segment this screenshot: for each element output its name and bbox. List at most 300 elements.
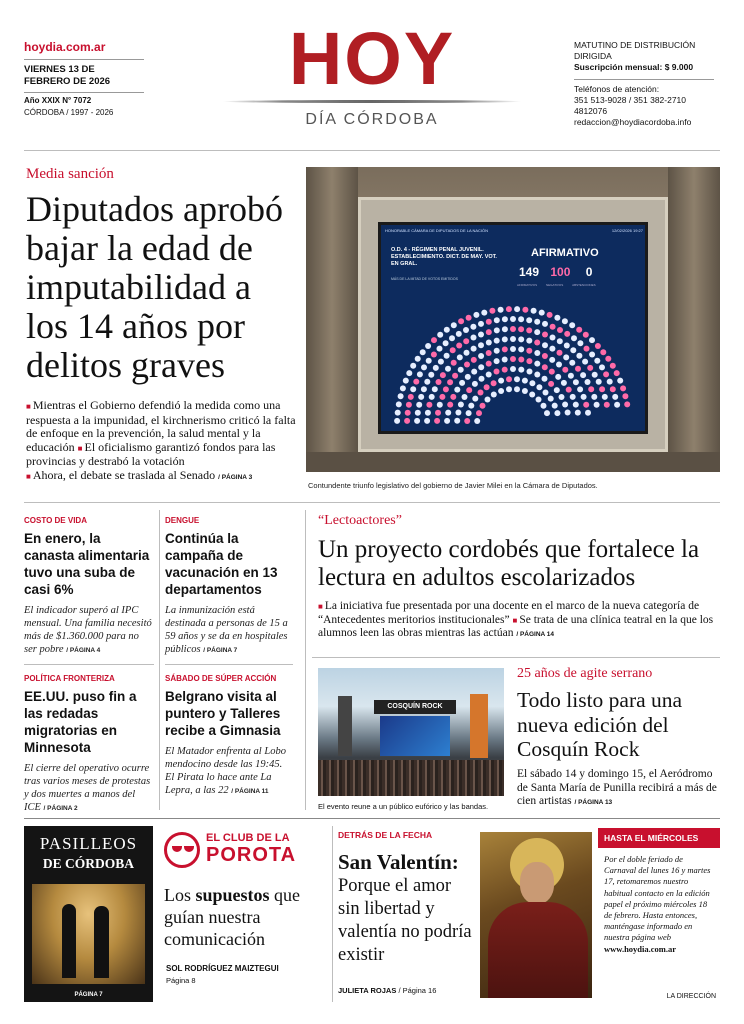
- col2b-story: [165, 674, 293, 798]
- seat: [454, 418, 460, 424]
- seat: [622, 393, 628, 399]
- seat: [478, 364, 484, 370]
- porota-brand[interactable]: [158, 826, 328, 870]
- seat: [417, 371, 423, 377]
- seat: [435, 410, 441, 416]
- seat: [570, 347, 576, 353]
- phones-label: Teléfonos de atención:: [574, 84, 660, 94]
- seat: [600, 349, 606, 355]
- seat: [394, 418, 400, 424]
- seat: [502, 326, 508, 332]
- stage-tower-left: [338, 696, 352, 756]
- seat: [562, 318, 568, 324]
- seat: [478, 321, 484, 327]
- seat: [534, 319, 540, 325]
- seat: [426, 402, 432, 408]
- seat: [548, 381, 554, 387]
- seat: [612, 394, 618, 400]
- seat: [484, 384, 490, 390]
- seat: [494, 358, 500, 364]
- seat: [502, 357, 508, 363]
- seat: [603, 371, 609, 377]
- seat: [466, 315, 472, 321]
- phones[interactable]: 351 513-9028 / 351 382-2710: [574, 95, 687, 105]
- cosquin-photo[interactable]: [318, 668, 504, 796]
- seat: [542, 332, 548, 338]
- seat: [526, 358, 532, 364]
- seat: [464, 362, 470, 368]
- valentin-headline[interactable]: San Valentín:: [338, 850, 459, 874]
- seat: [585, 410, 591, 416]
- masthead-left: [24, 40, 144, 117]
- seat: [415, 356, 421, 362]
- logo: [222, 17, 522, 129]
- seat: [478, 332, 484, 338]
- hemicycle: [381, 287, 645, 437]
- issue-number: Año XXIX N° 7072: [24, 96, 92, 105]
- seat: [577, 386, 583, 392]
- seat: [542, 376, 548, 382]
- seat: [559, 394, 565, 400]
- seat: [450, 347, 456, 353]
- lead-bullet-3: ■ Ahora, el debate se traslada al Senado: [26, 468, 215, 482]
- seat: [514, 386, 520, 392]
- seat: [502, 336, 508, 342]
- seat: [466, 410, 472, 416]
- seat: [577, 340, 583, 346]
- seat: [491, 392, 497, 398]
- seat: [432, 386, 438, 392]
- notice-header: HASTA EL MIÉRCOLES: [598, 828, 720, 848]
- seat: [539, 310, 545, 316]
- seat: [405, 410, 411, 416]
- seat: [414, 418, 420, 424]
- col1b-story: [24, 674, 154, 815]
- seat: [502, 367, 508, 373]
- seat: [556, 362, 562, 368]
- seat: [486, 329, 492, 335]
- seat: [581, 394, 587, 400]
- seat: [425, 410, 431, 416]
- seat: [518, 357, 524, 363]
- porota-page[interactable]: Página 8: [166, 976, 196, 985]
- seat: [549, 346, 555, 352]
- cosquin-headline[interactable]: Todo listo para una nueva edición del Cosquín Rock: [517, 688, 683, 761]
- vote-screen: [378, 222, 648, 434]
- porota-headline[interactable]: [164, 884, 324, 950]
- seat: [498, 388, 504, 394]
- col1a-body: El indicador superó al IPC mensual. Una familia necesitó más de $1.360.000 para no ser pobre: [24, 605, 152, 655]
- seat: [396, 401, 402, 407]
- seat: [481, 310, 487, 316]
- valentin-page[interactable]: / Página 16: [398, 986, 437, 995]
- seat: [614, 370, 620, 376]
- cosquin-kicker: 25 años de agite serrano: [517, 666, 653, 681]
- logo-subtitle: DÍA CÓRDOBA: [305, 111, 439, 128]
- seat: [506, 306, 512, 312]
- saint-robe: [488, 902, 588, 998]
- screen-no: 100: [550, 265, 571, 279]
- seat: [494, 327, 500, 333]
- seat: [529, 392, 535, 398]
- seat: [437, 332, 443, 338]
- col1b-page-ref[interactable]: / PÁGINA 2: [43, 805, 78, 812]
- seat: [562, 367, 568, 373]
- seat: [464, 418, 470, 424]
- seat: [543, 390, 549, 396]
- seat: [620, 385, 626, 391]
- seat: [472, 381, 478, 387]
- cosquin-caption: El evento reune a un público eufórico y las bandas.: [318, 802, 489, 811]
- seat: [494, 338, 500, 344]
- seat: [486, 361, 492, 367]
- crowd: [318, 760, 504, 796]
- seat: [438, 359, 444, 365]
- seat: [604, 402, 610, 408]
- col2b-headline[interactable]: Belgrano visita al puntero y Talleres recibe a Gimnasia: [165, 689, 281, 738]
- seat: [478, 390, 484, 396]
- col2a-page-ref[interactable]: / PÁGINA 7: [203, 647, 238, 654]
- seat: [473, 312, 479, 318]
- seat: [607, 379, 613, 385]
- seat: [510, 356, 516, 362]
- seat: [398, 393, 404, 399]
- seat: [471, 335, 477, 341]
- seat: [444, 327, 450, 333]
- email[interactable]: redaccion@hoydiacordoba.info: [574, 117, 692, 127]
- seat: [463, 338, 469, 344]
- seat: [554, 410, 560, 416]
- valentin-subhead[interactable]: Porque el amor sin libertad y valentía no podría existir: [338, 876, 472, 965]
- col2b-kicker: SÁBADO DE SÚPER ACCIÓN: [165, 674, 277, 683]
- notice-box: [598, 828, 720, 1002]
- pasilleos-image: [32, 884, 145, 984]
- seat: [557, 350, 563, 356]
- seat: [583, 402, 589, 408]
- seat: [569, 322, 575, 328]
- seat: [498, 378, 504, 384]
- seat: [542, 364, 548, 370]
- seat: [617, 378, 623, 384]
- seat: [526, 317, 532, 323]
- lecto-page-ref[interactable]: / PÁGINA 14: [516, 631, 555, 638]
- col2b-page-ref[interactable]: / PÁGINA 11: [231, 788, 269, 795]
- col1a-headline[interactable]: En enero, la canasta alimentaria tuvo una suba de casi 6%: [24, 531, 150, 597]
- seat: [575, 366, 581, 372]
- screen-abst: 0: [585, 265, 593, 279]
- site-url[interactable]: hoydia.com.ar: [24, 40, 106, 54]
- porota-headline-pre: Los: [164, 885, 196, 905]
- photo-floor: [306, 452, 720, 472]
- seat: [445, 366, 451, 372]
- col1a-story: [24, 516, 154, 657]
- figure-left: [62, 904, 76, 978]
- seat: [518, 336, 524, 342]
- seat: [458, 367, 464, 373]
- seat: [534, 329, 540, 335]
- seat: [444, 418, 450, 424]
- seat: [439, 394, 445, 400]
- seat: [599, 386, 605, 392]
- seat: [514, 306, 520, 312]
- screen-header-right: 12/02/2026 19:27: [611, 228, 643, 233]
- seat: [518, 367, 524, 373]
- seat: [510, 346, 516, 352]
- col1b-body: El cierre del operativo ocurre tras varios meses de protestas y dos muertes a manos del ICE: [24, 763, 151, 813]
- notice-sign: LA DIRECCIÓN: [666, 993, 716, 1000]
- seat: [447, 402, 453, 408]
- seat: [494, 348, 500, 354]
- seat: [456, 331, 462, 337]
- pasilleos-title-2: DE CÓRDOBA: [42, 856, 135, 871]
- seat: [476, 410, 482, 416]
- seat: [454, 387, 460, 393]
- seat: [549, 357, 555, 363]
- lead-page-ref[interactable]: / PÁGINA 3: [218, 473, 253, 481]
- seat: [480, 403, 486, 409]
- subscription: Suscripción mensual: $ 9.000: [574, 62, 694, 72]
- seat: [451, 322, 457, 328]
- seat: [463, 327, 469, 333]
- distribution: MATUTINO DE DISTRIBUCIÓN DIRIGIDA: [574, 40, 696, 61]
- seat: [576, 353, 582, 359]
- seat: [434, 418, 440, 424]
- seat: [589, 337, 595, 343]
- seat: [450, 394, 456, 400]
- seat: [424, 418, 430, 424]
- seat: [486, 372, 492, 378]
- seat: [452, 373, 458, 379]
- seat: [510, 316, 516, 322]
- seat: [471, 357, 477, 363]
- lecto-kicker: “Lectoactores”: [318, 513, 402, 528]
- seat: [534, 340, 540, 346]
- lead-bullet-2: ■ El oficialismo garantizó fondos para las provincias y destrabó la votación: [26, 440, 275, 469]
- valentin-kicker: DETRÁS DE LA FECHA: [338, 830, 433, 840]
- stage-sign: COSQUÍN ROCK: [387, 703, 443, 710]
- lead-caption: Contundente triunfo legislativo del gobierno de Javier Milei en la Cámara de Diputados.: [308, 481, 598, 490]
- seat: [486, 319, 492, 325]
- seat: [431, 352, 437, 358]
- seat: [510, 366, 516, 372]
- seat: [522, 388, 528, 394]
- notice-text: Por el doble feriado de Carnaval del lunes 16 y martes 17, retomaremos nuestro habitual contacto en la edición papel el próximo miércoles 18 de febrero. Hasta entonces, manténgase informado en nuestra página web: [604, 854, 711, 943]
- seat: [506, 376, 512, 382]
- cosquin-page-ref[interactable]: / PÁGINA 13: [574, 799, 613, 807]
- seat: [486, 340, 492, 346]
- seat: [522, 307, 528, 313]
- seat: [465, 374, 471, 380]
- valentin-painting[interactable]: [480, 832, 592, 998]
- seat: [570, 394, 576, 400]
- seat: [587, 365, 593, 371]
- seat: [534, 350, 540, 356]
- seat: [614, 402, 620, 408]
- seat: [573, 402, 579, 408]
- seat: [410, 363, 416, 369]
- stage-screen: [380, 716, 450, 756]
- seat: [468, 403, 474, 409]
- seat: [568, 373, 574, 379]
- col2a-headline[interactable]: Continúa la campaña de vacunación en 13 departamentos: [165, 531, 278, 597]
- seat: [506, 386, 512, 392]
- seat: [529, 380, 535, 386]
- seat: [522, 378, 528, 384]
- issue-date: VIERNES 13 DE FEBRERO DE 2026: [24, 64, 111, 87]
- stage-tower-right: [470, 694, 488, 758]
- seat: [458, 318, 464, 324]
- seat: [624, 401, 630, 407]
- lead-bullet-1: ■ Mientras el Gobierno defendió la medida como una respuesta a la impunidad, el kirchnerismo criticó la falta de enfoque en la prevención, la salud mental y la educación: [26, 398, 296, 454]
- cosquin-body: El sábado 14 y domingo 15, el Aeródromo de Santa María de Punilla recibirá a más de cien artistas: [517, 768, 717, 808]
- cosquin-summary: [517, 768, 720, 810]
- porota-headline-bold: supuestos: [195, 885, 270, 905]
- seat: [582, 359, 588, 365]
- col2a-kicker: DENGUE: [165, 516, 200, 525]
- seat: [518, 346, 524, 352]
- seat: [408, 394, 414, 400]
- lecto-headline[interactable]: Un proyecto cordobés que fortalece la lectura en adultos escolarizados: [318, 536, 700, 591]
- seat: [421, 386, 427, 392]
- col2a-story: [165, 516, 293, 657]
- seat: [571, 335, 577, 341]
- col1a-page-ref[interactable]: / PÁGINA 4: [66, 647, 101, 654]
- seat: [591, 394, 597, 400]
- masthead-right: [574, 40, 734, 128]
- seat: [557, 327, 563, 333]
- seat: [406, 402, 412, 408]
- figure-right: [94, 906, 109, 978]
- seat: [542, 342, 548, 348]
- seat: [433, 365, 439, 371]
- seat: [531, 308, 537, 314]
- seat: [596, 379, 602, 385]
- seat: [526, 327, 532, 333]
- seat: [564, 331, 570, 337]
- seat: [456, 343, 462, 349]
- pasilleos-page: PÁGINA 7: [74, 992, 103, 998]
- seat: [554, 387, 560, 393]
- col1a-kicker: COSTO DE VIDA: [24, 516, 87, 525]
- seat: [588, 386, 594, 392]
- seat: [479, 376, 485, 382]
- seat: [406, 370, 412, 376]
- seat: [466, 387, 472, 393]
- seat: [575, 410, 581, 416]
- seat: [440, 372, 446, 378]
- seat: [610, 363, 616, 369]
- seat: [451, 360, 457, 366]
- pasilleos-box[interactable]: [24, 826, 153, 1002]
- seat: [472, 396, 478, 402]
- lecto-bullet-1: ■ La iniciativa fue presentada por una docente en el marco de la nueva categoría de “Antecedentes meritorios institucionales”: [318, 600, 699, 626]
- seat: [420, 349, 426, 355]
- seat: [602, 394, 608, 400]
- seat: [443, 386, 449, 392]
- saint-face: [520, 862, 554, 904]
- seat: [544, 410, 550, 416]
- seat: [462, 394, 468, 400]
- phone-3[interactable]: 4812076: [574, 106, 608, 116]
- seat: [589, 352, 595, 358]
- seat: [425, 343, 431, 349]
- porota-brand-2: POROTA: [206, 844, 297, 866]
- seat: [431, 337, 437, 343]
- seat: [566, 387, 572, 393]
- sunglasses-icon: [164, 832, 200, 868]
- col2b-body: El Matador enfrenta al Lobo mendocino desde las 19:45. El Pirata lo hace ante La Lepra, a las 22: [165, 746, 286, 796]
- seat: [429, 394, 435, 400]
- lead-photo[interactable]: [306, 167, 720, 472]
- seat: [561, 380, 567, 386]
- seat: [510, 326, 516, 332]
- lead-headline[interactable]: Diputados aprobó bajar la edad de imputabilidad a los 14 años por delitos graves: [26, 189, 283, 385]
- seat: [437, 402, 443, 408]
- porota-headline-post: que guían nuestra comunicación: [164, 885, 301, 949]
- seat: [565, 410, 571, 416]
- seat: [594, 402, 600, 408]
- seat: [413, 379, 419, 385]
- city-years: CÓRDOBA / 1997 - 2026: [24, 108, 114, 117]
- seat: [564, 343, 570, 349]
- seat: [444, 353, 450, 359]
- seat: [449, 335, 455, 341]
- seat: [457, 354, 463, 360]
- screen-yes: 149: [519, 265, 540, 279]
- porota-brand-1: EL CLUB DE LA: [206, 832, 290, 844]
- seat: [474, 418, 480, 424]
- seat: [471, 346, 477, 352]
- seat: [416, 402, 422, 408]
- seat: [478, 342, 484, 348]
- seat: [426, 358, 432, 364]
- seat: [491, 380, 497, 386]
- photo-column-left: [306, 167, 358, 472]
- seat: [470, 324, 476, 330]
- seat: [563, 354, 569, 360]
- lead-kicker: Media sanción: [26, 166, 114, 182]
- seat: [536, 384, 542, 390]
- lecto-summary: [318, 600, 720, 642]
- seat: [418, 394, 424, 400]
- seat: [541, 403, 547, 409]
- seat: [573, 379, 579, 385]
- seat: [459, 380, 465, 386]
- seat: [424, 379, 430, 385]
- seat: [592, 372, 598, 378]
- seat: [400, 385, 406, 391]
- photo-column-right: [668, 167, 720, 472]
- seat: [555, 374, 561, 380]
- seat: [502, 316, 508, 322]
- seat: [549, 369, 555, 375]
- logo-text: HOY: [288, 17, 456, 100]
- screen-item-sub: MÁS DE LA MITAD DE VOTOS EMITIDOS: [391, 277, 458, 281]
- seat: [403, 378, 409, 384]
- pasilleos-title-1: PASILLEOS: [39, 834, 138, 853]
- screen-item: O.D. 4 - RÉGIMEN PENAL JUVENIL. ESTABLECIMIENTO. DICT. DE MAY. VOT. EN GRAL.: [391, 247, 497, 267]
- seat: [583, 332, 589, 338]
- seat: [585, 379, 591, 385]
- seat: [485, 397, 491, 403]
- col1b-headline[interactable]: EE.UU. puso fin a las redadas migratorias en Minnesota: [24, 689, 137, 755]
- seat: [534, 372, 540, 378]
- notice-url[interactable]: www.hoydia.com.ar: [604, 943, 677, 954]
- seat: [498, 307, 504, 313]
- notice-body: [598, 848, 720, 955]
- seat: [552, 403, 558, 409]
- seat: [489, 308, 495, 314]
